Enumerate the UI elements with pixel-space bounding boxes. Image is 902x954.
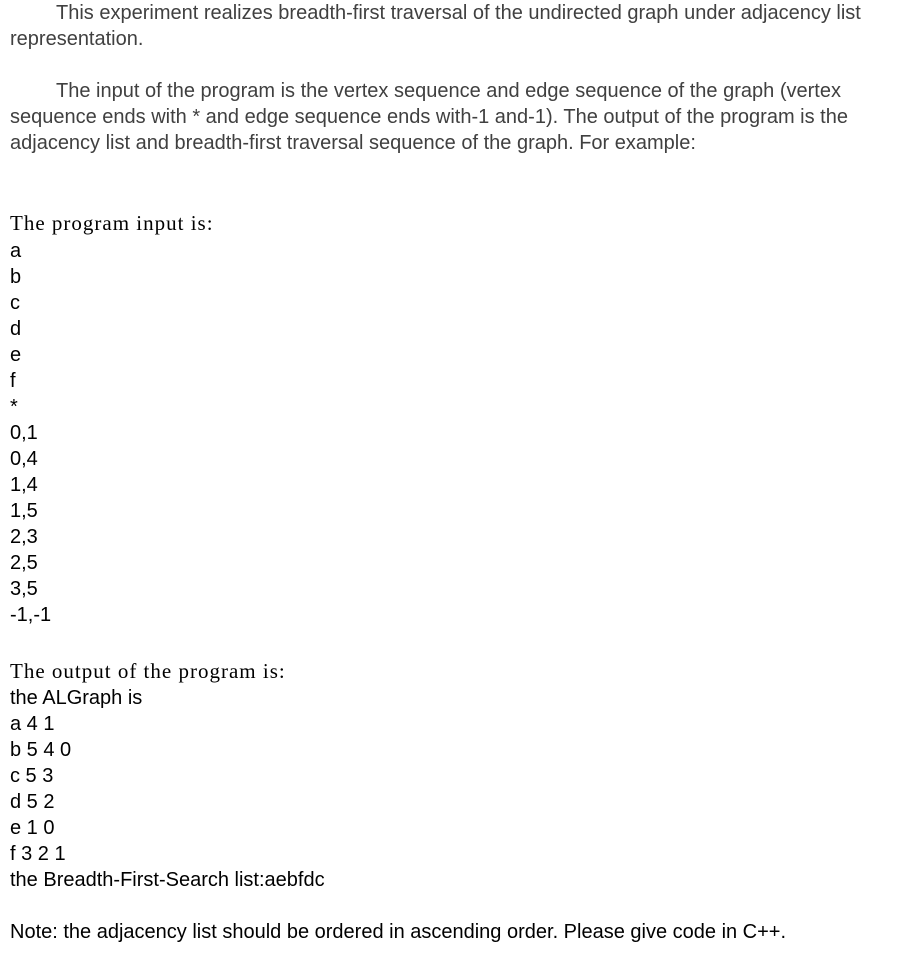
input-line: 0,4 bbox=[10, 448, 38, 470]
output-line: f 3 2 1 bbox=[10, 843, 66, 865]
output-line: e 1 0 bbox=[10, 817, 55, 839]
output-line: a 4 1 bbox=[10, 713, 55, 735]
output-line: b 5 4 0 bbox=[10, 739, 72, 761]
description-paragraph: The input of the program is the vertex sequence and edge sequence of the graph (vertex sequence ends with * and edge sequence ends with-1 and-1). The output of the program is the adjacency list and breadth-first traversal sequence of the graph. For example: bbox=[10, 80, 848, 154]
input-line: a bbox=[10, 240, 22, 262]
input-line: d bbox=[10, 318, 22, 340]
input-label: The program input is: bbox=[10, 211, 214, 235]
input-line: 3,5 bbox=[10, 578, 38, 600]
input-line: 1,5 bbox=[10, 500, 38, 522]
input-line: e bbox=[10, 344, 22, 366]
input-line: c bbox=[10, 292, 20, 314]
output-line: the Breadth-First-Search list:aebfdc bbox=[10, 869, 325, 891]
input-line: * bbox=[10, 396, 18, 418]
output-line: the ALGraph is bbox=[10, 687, 143, 709]
input-line: 2,3 bbox=[10, 526, 38, 548]
output-label: The output of the program is: bbox=[10, 659, 286, 683]
input-line: 0,1 bbox=[10, 422, 38, 444]
input-line: b bbox=[10, 266, 22, 288]
input-line: f bbox=[10, 370, 16, 392]
output-lines-list bbox=[10, 685, 325, 893]
input-lines-list bbox=[10, 238, 51, 628]
input-line: 1,4 bbox=[10, 474, 38, 496]
input-line: -1,-1 bbox=[10, 604, 52, 626]
output-line: c 5 3 bbox=[10, 765, 54, 787]
input-line: 2,5 bbox=[10, 552, 38, 574]
intro-paragraph: This experiment realizes breadth-first traversal of the undirected graph under adjacency list representation. bbox=[10, 2, 861, 50]
note-text: Note: the adjacency list should be ordered in ascending order. Please give code in C++. bbox=[10, 921, 787, 943]
output-line: d 5 2 bbox=[10, 791, 55, 813]
